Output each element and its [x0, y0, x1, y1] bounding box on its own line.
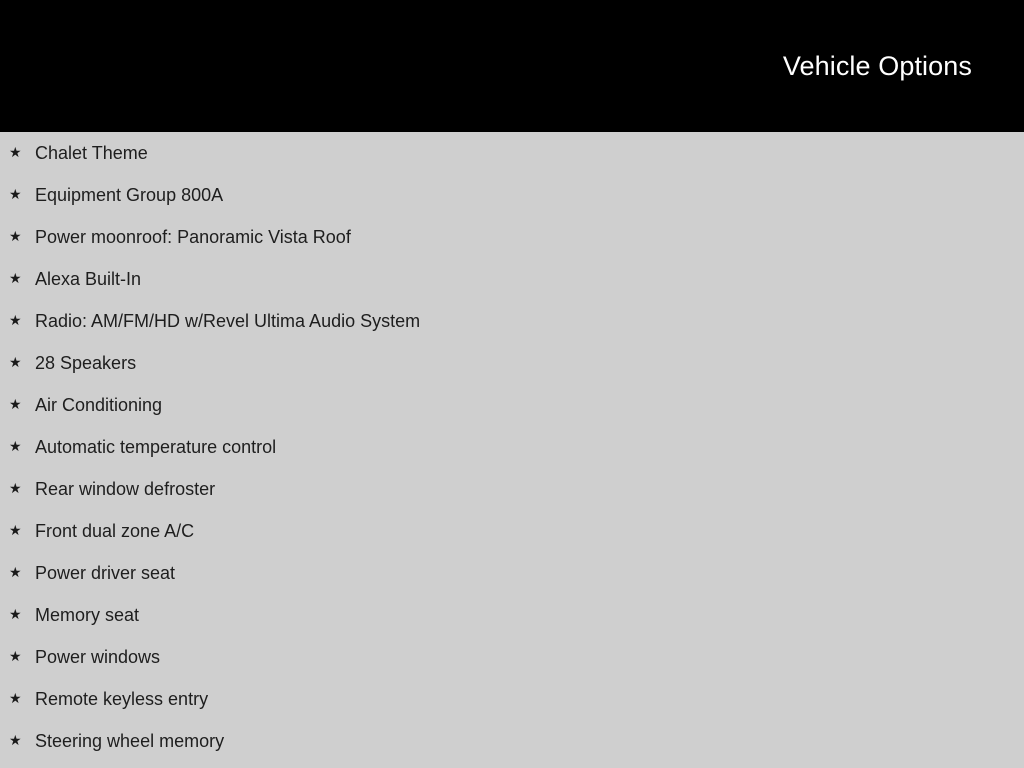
star-icon: ★	[9, 396, 22, 412]
option-label: Power moonroof: Panoramic Vista Roof	[35, 227, 351, 247]
star-icon: ★	[9, 732, 22, 748]
option-label: Memory seat	[35, 605, 140, 625]
option-item	[0, 132, 1024, 174]
option-label: Automatic temperature control	[35, 437, 277, 457]
star-icon: ★	[9, 648, 22, 664]
option-item	[0, 216, 1024, 258]
option-label: Power driver seat	[35, 563, 176, 583]
star-icon: ★	[9, 270, 22, 286]
page-title: Vehicle Options	[782, 51, 972, 81]
option-label: 28 Speakers	[35, 353, 137, 373]
option-label: Front dual zone A/C	[35, 521, 195, 541]
option-item	[0, 384, 1024, 426]
option-item	[0, 678, 1024, 720]
option-item	[0, 300, 1024, 342]
star-icon: ★	[9, 312, 22, 328]
option-item	[0, 258, 1024, 300]
option-item	[0, 174, 1024, 216]
option-label: Radio: AM/FM/HD w/Revel Ultima Audio System	[35, 311, 421, 331]
option-label: Steering wheel memory	[35, 731, 225, 751]
star-icon: ★	[9, 354, 22, 370]
option-item	[0, 426, 1024, 468]
star-icon: ★	[9, 144, 22, 160]
header-bar	[0, 0, 1024, 132]
star-icon: ★	[9, 564, 22, 580]
star-icon: ★	[9, 480, 22, 496]
star-icon: ★	[9, 522, 22, 538]
vehicle-options-list	[0, 132, 1024, 768]
option-item	[0, 720, 1024, 762]
star-icon: ★	[9, 606, 22, 622]
star-icon: ★	[9, 186, 22, 202]
option-label: Remote keyless entry	[35, 689, 209, 709]
option-label: Alexa Built-In	[35, 269, 142, 289]
option-label: Power windows	[35, 647, 161, 667]
option-label: Equipment Group 800A	[35, 185, 224, 205]
option-label: Rear window defroster	[35, 479, 216, 499]
option-label: Chalet Theme	[35, 143, 148, 163]
star-icon: ★	[9, 690, 22, 706]
option-item	[0, 468, 1024, 510]
option-label: Air Conditioning	[35, 395, 163, 415]
option-item	[0, 636, 1024, 678]
option-item	[0, 510, 1024, 552]
star-icon: ★	[9, 228, 22, 244]
star-icon: ★	[9, 438, 22, 454]
option-item	[0, 552, 1024, 594]
option-item	[0, 342, 1024, 384]
option-item	[0, 594, 1024, 636]
